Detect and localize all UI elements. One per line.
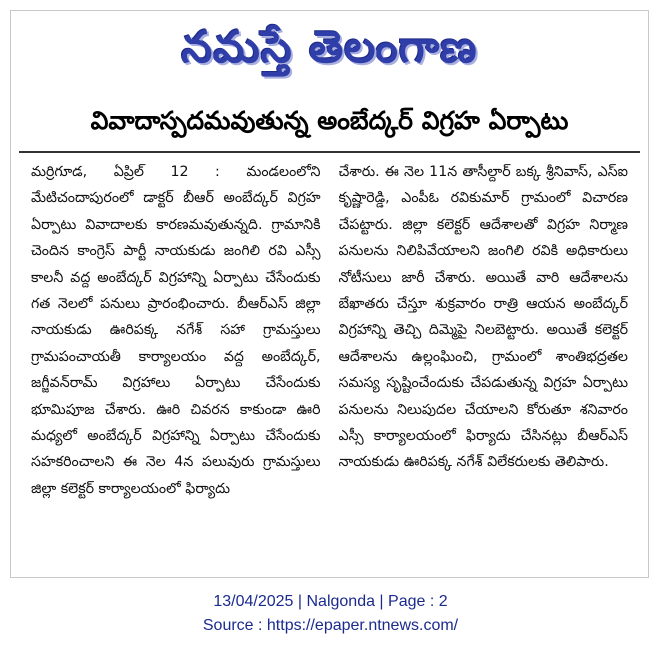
masthead	[11, 15, 648, 81]
article-paragraph-left: మర్రిగూడ, ఏప్రిల్ 12 : మండలంలోని మేటిచందాపురంలో డాక్టర్ బీఆర్ అంబేద్కర్ విగ్రహ ఏర్పాటు వివాదాలకు కారణమవుతున్నది. గ్రామానికి చెందిన కాంగ్రెస్ పార్టీ నాయకుడు జంగిలి రవి ఎస్సీ కాలనీ వద్ద అంబేద్కర్ విగ్రహాన్ని ఏర్పాటు చేసేందుకు గత నెలలో పనులు ప్రారంభించారు. బీఆర్ఎస్ జిల్లా నాయకుడు ఊరిపక్క నగేశ్ సహా గ్రామస్తులు గ్రామపంచాయతీ కార్యాలయం వద్ద అంబేద్కర్, జగ్జీవన్‌రామ్ విగ్రహాలు ఏర్పాటు చేసేందుకు భూమిపూజ చేశారు. ఊరి చివరన కాకుండా ఊరి మధ్యలో అంబేద్కర్ విగ్రహాన్ని ఏర్పాటు చేసేందుకు సహకరించాలని ఈ నెల 4న పలువురు గ్రామస్తులు జిల్లా కలెక్టర్ కార్యాలయంలో ఫిర్యాదు	[31, 164, 321, 497]
article-paragraph-right: చేశారు. ఈ నెల 11న తాసీల్దార్ బక్క శ్రీనివాస్, ఎస్ఐ కృష్ణారెడ్డి, ఎంపీఓ రవికుమార్ గ్రామంలో విచారణ చేపట్టారు. జిల్లా కలెక్టర్ ఆదేశాలతో విగ్రహ నిర్మాణ పనులను నిలిపివేయాలని జంగిలి రవికి అధికారులు నోటీసులు జారీ చేశారు. అయితే వారి ఆదేశాలను బేఖాతరు చేస్తూ శుక్రవారం రాత్రి ఆయన అంబేద్కర్ విగ్రహాన్ని తెచ్చి దిమ్మెపై నిలబెట్టారు. అయితే కలెక్టర్ ఆదేశాలను ఉల్లంఘించి, గ్రామంలో శాంతిభద్రతల సమస్య సృష్టించేందుకు చేపడుతున్న విగ్రహ ఏర్పాటు పనులను నిలుపుదల చేయాలని కోరుతూ శనివారం ఎస్సీ కార్యాలయంలో ఫిర్యాదు చేసినట్లు బీఆర్ఎస్ నాయకుడు ఊరిపక్క నగేశ్ విలేకరులకు తెలిపారు.	[338, 164, 628, 471]
footer-meta: 13/04/2025 | Nalgonda | Page : 2	[213, 593, 448, 610]
newspaper-clipping	[10, 10, 649, 578]
clipping-footer	[0, 590, 661, 638]
footer-source-link[interactable]: Source : https://epaper.ntnews.com/	[202, 617, 459, 634]
article-body	[31, 159, 628, 565]
article-column-left	[31, 159, 321, 565]
article-headline: వివాదాస్పదమవుతున్న అంబేద్కర్ విగ్రహ ఏర్పాటు	[90, 106, 569, 135]
article-column-right	[339, 159, 629, 565]
masthead-title: నమస్తే తెలంగాణ	[181, 22, 478, 73]
headline-divider	[19, 151, 640, 153]
